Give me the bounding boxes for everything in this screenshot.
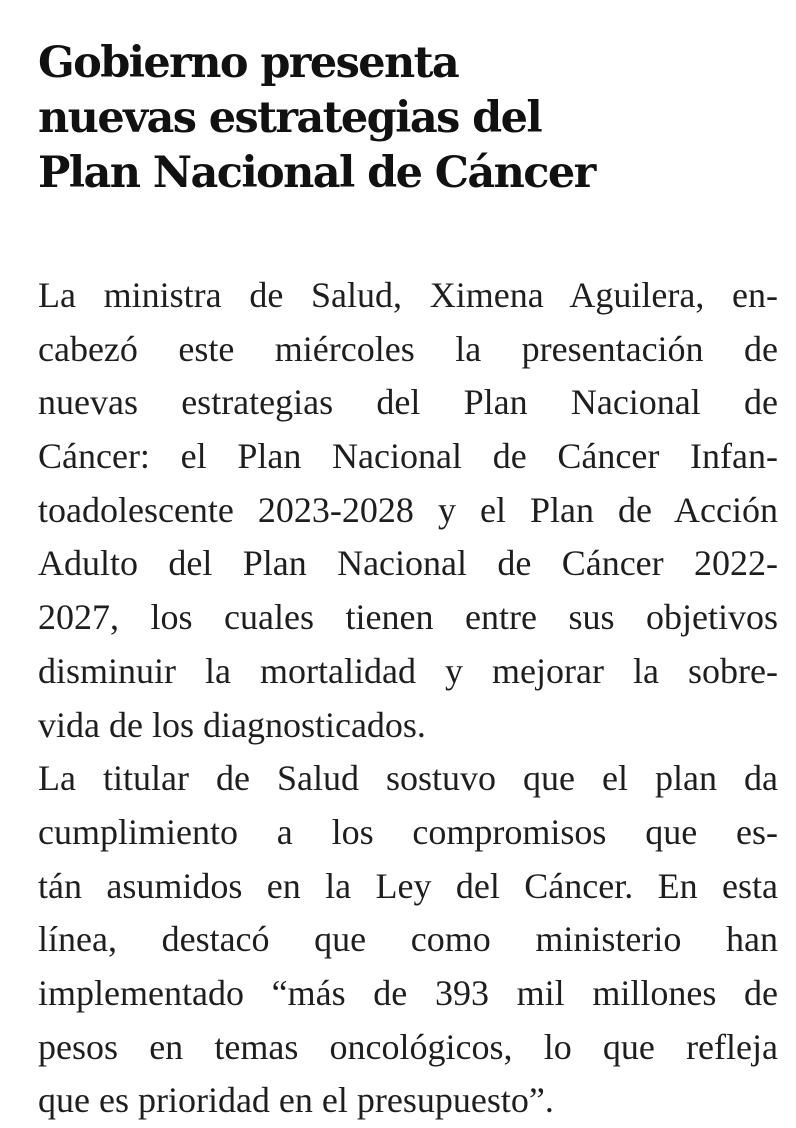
paragraph-1 bbox=[38, 269, 778, 752]
article-body bbox=[38, 269, 778, 1128]
text-line: implementado “más de 393 mil millones de bbox=[38, 972, 778, 1013]
text-line: vida de los diagnosticados. bbox=[38, 704, 426, 745]
text-line: toadolescente 2023-2028 y el Plan de Acción bbox=[38, 489, 778, 530]
text-line: pesos en temas oncológicos, lo que refleja bbox=[38, 1026, 778, 1067]
text-line: La ministra de Salud, Ximena Aguilera, en- bbox=[38, 275, 778, 315]
text-line: cabezó este miércoles la presentación de bbox=[38, 328, 778, 369]
headline-line: nuevas estrategias del bbox=[38, 93, 542, 143]
text-line: 2027, los cuales tienen entre sus objetivos bbox=[38, 597, 778, 638]
text-line: nuevas estrategias del Plan Nacional de bbox=[38, 382, 778, 423]
news-article bbox=[38, 36, 778, 1128]
headline-line: Gobierno presenta bbox=[38, 38, 459, 88]
text-line: La titular de Salud sostuvo que el plan da bbox=[38, 758, 778, 799]
paragraph-2 bbox=[38, 752, 778, 1128]
headline bbox=[38, 36, 778, 201]
headline-line: Plan Nacional de Cáncer bbox=[38, 148, 595, 198]
text-line: cumplimiento a los compromisos que es- bbox=[38, 811, 778, 852]
text-line: tán asumidos en la Ley del Cáncer. En esta bbox=[38, 865, 778, 906]
text-line: que es prioridad en el presupuesto”. bbox=[38, 1080, 554, 1121]
text-line: Cáncer: el Plan Nacional de Cáncer Infan- bbox=[38, 436, 778, 477]
text-line: línea, destacó que como ministerio han bbox=[38, 919, 778, 960]
text-line: Adulto del Plan Nacional de Cáncer 2022- bbox=[38, 543, 778, 584]
text-line: disminuir la mortalidad y mejorar la sobre- bbox=[38, 650, 778, 691]
